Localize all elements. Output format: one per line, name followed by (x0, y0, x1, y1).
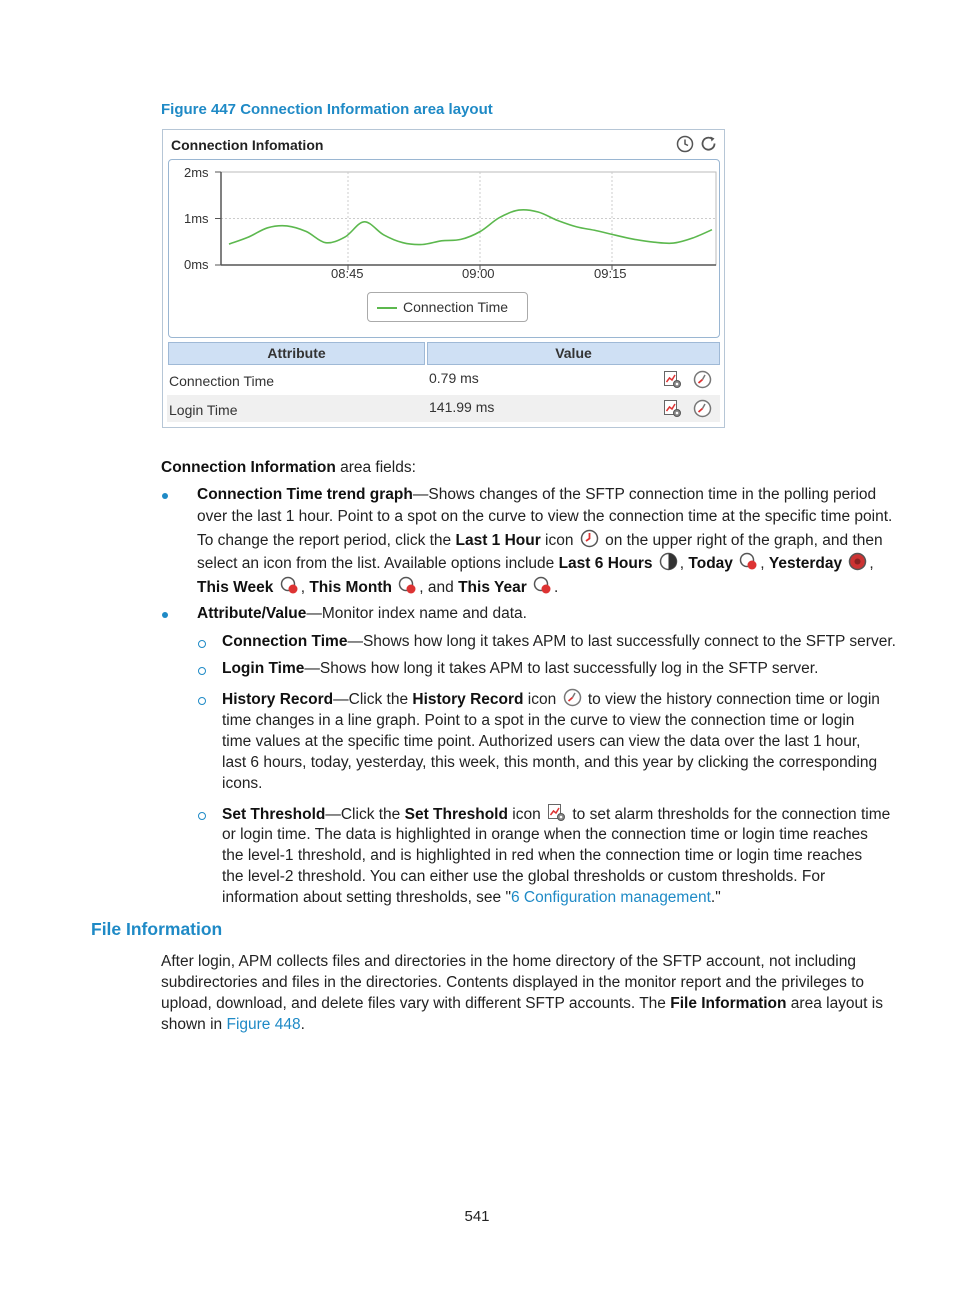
figure-448-link[interactable]: Figure 448 (226, 1016, 301, 1033)
sub-bullet-circle (198, 667, 206, 675)
bullet-dot (162, 612, 168, 618)
set-threshold-icon[interactable] (663, 399, 682, 418)
configuration-management-link[interactable]: 6 Configuration management (510, 889, 711, 906)
set-threshold-icon (547, 803, 566, 822)
sub-threshold-line2: or login time. The data is highlighted in orange when the connection time or login time reaches (222, 826, 868, 843)
sub-bullet-circle (198, 640, 206, 648)
bullet-dot (162, 493, 168, 499)
this-year-icon (533, 576, 552, 595)
sub-connection-time: Connection Time—Shows how long it takes APM to last successfully connect to the SFTP server. (222, 633, 896, 650)
figure-caption: Figure 447 Connection Information area layout (161, 101, 493, 118)
x-tick-label: 09:00 (462, 266, 495, 281)
today-icon (739, 552, 758, 571)
section-heading: File Information (91, 919, 223, 939)
y-tick-label: 0ms (184, 257, 209, 272)
y-tick-label: 1ms (184, 211, 209, 226)
table-row (167, 366, 720, 393)
sub-threshold-line5: information about setting thresholds, see "6 Configuration management." (222, 889, 721, 906)
bullet-trend-line1: Connection Time trend graph—Shows changes of the SFTP connection time in the polling period (197, 486, 877, 503)
bullet-trend-line5: This Week , This Month , and This Year . (197, 576, 558, 598)
bullet-trend-line2: over the last 1 hour. Point to a spot on the curve to view the connection time at the specific time point. (197, 508, 893, 525)
connection-information-panel (162, 129, 725, 428)
table-row (167, 395, 720, 422)
y-tick-label: 2ms (184, 165, 209, 180)
sub-history-line3: time values at the specific time point. Authorized users can view the data over the last 1 hour, (222, 733, 861, 750)
bullet-attribute-value: Attribute/Value—Monitor index name and data. (197, 605, 527, 622)
table-header-value: Value (427, 342, 720, 365)
sub-history-line2: time changes in a line graph. Point to a spot in the curve to view the connection time or login (222, 712, 855, 729)
chart-area (168, 159, 720, 338)
attribute-cell: Connection Time (169, 373, 275, 389)
yesterday-icon (848, 552, 867, 571)
sub-login-time: Login Time—Shows how long it takes APM to last successfully log in the SFTP server. (222, 660, 819, 677)
set-threshold-icon[interactable] (663, 370, 682, 389)
bullet-trend-line4: select an icon from the list. Available options include Last 6 Hours , Today , Yesterday , (197, 552, 874, 574)
this-month-icon (398, 576, 417, 595)
sub-threshold-line1: Set Threshold—Click the Set Threshold icon to set alarm thresholds for the connection time (222, 803, 890, 825)
sub-bullet-circle (198, 697, 206, 705)
chart-legend[interactable] (367, 292, 528, 322)
legend-swatch (377, 307, 397, 309)
sub-bullet-circle (198, 812, 206, 820)
file-info-line3: upload, download, and delete files vary with different SFTP accounts. The File Information area layout is (161, 995, 883, 1012)
last-6-hours-icon (659, 552, 678, 571)
history-record-icon[interactable] (693, 370, 712, 389)
this-week-icon (280, 576, 299, 595)
sub-history-line1: History Record—Click the History Record icon to view the history connection time or login (222, 688, 880, 710)
x-tick-label: 08:45 (331, 266, 364, 281)
attribute-cell: Login Time (169, 402, 238, 418)
sub-threshold-line4: the level-2 threshold. You can either use the global thresholds or custom thresholds. For (222, 868, 826, 885)
file-info-line2: subdirectories and files in the directories. Contents displayed in the monitor report and the privileges to (161, 974, 865, 991)
value-cell: 0.79 ms (429, 370, 479, 386)
sub-threshold-line3: the level-1 threshold, and is highlighted in red when the connection time or login time reaches (222, 847, 863, 864)
sub-history-line5: icons. (222, 775, 263, 792)
history-record-icon[interactable] (693, 399, 712, 418)
history-record-icon (563, 688, 582, 707)
panel-title: Connection Infomation (171, 137, 324, 153)
legend-label: Connection Time (403, 299, 509, 315)
sub-history-line4: last 6 hours, today, yesterday, this week, this month, and this year by clicking the corresponding (222, 754, 878, 771)
table-header-attribute: Attribute (168, 342, 425, 365)
page-number: 541 (464, 1208, 490, 1225)
file-info-line4: shown in Figure 448. (161, 1016, 305, 1033)
value-cell: 141.99 ms (429, 399, 495, 415)
file-info-line1: After login, APM collects files and directories in the home directory of the SFTP account, not including (161, 953, 856, 970)
last-1-hour-icon (580, 529, 599, 548)
bullet-trend-line3: To change the report period, click the Last 1 Hour icon on the upper right of the graph, and then (197, 529, 883, 551)
x-tick-label: 09:15 (594, 266, 627, 281)
clock-icon[interactable] (676, 135, 694, 153)
refresh-icon[interactable] (700, 135, 718, 153)
intro-line: Connection Information area fields: (161, 459, 416, 476)
